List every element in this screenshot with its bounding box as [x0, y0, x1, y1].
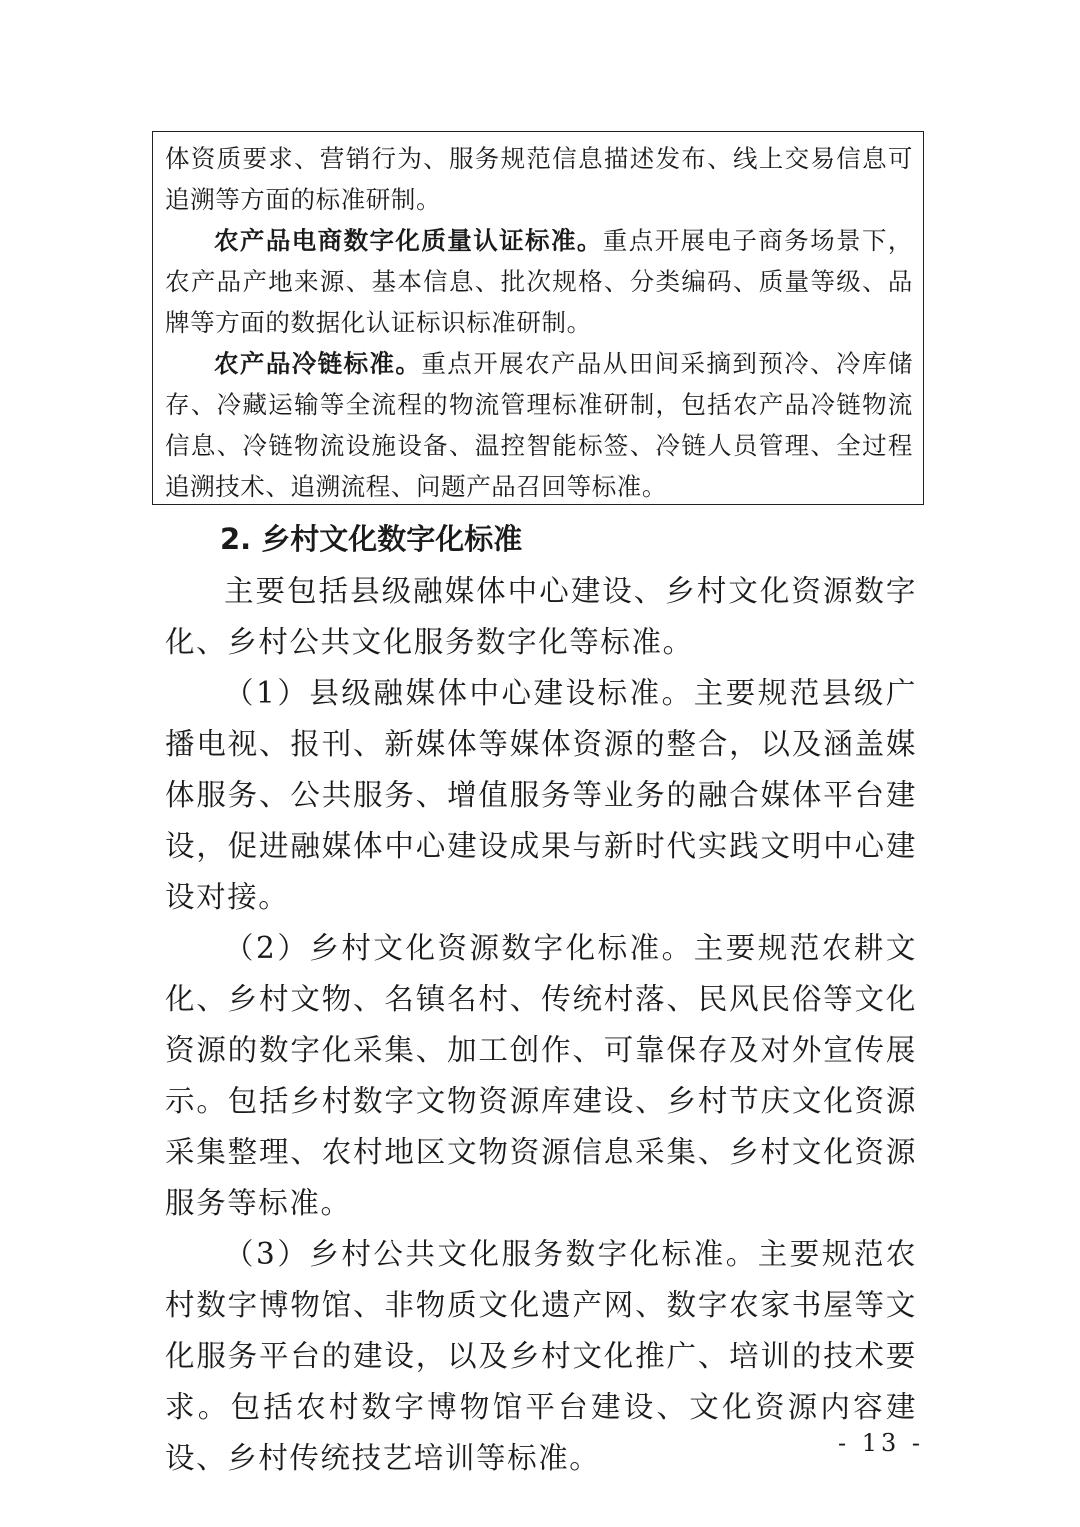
boxed-text-block — [152, 131, 924, 505]
body-paragraph-3: （2）乡村文化资源数字化标准。主要规范农耕文化、乡村文物、名镇名村、传统村落、民风民俗等文化资源的数字化采集、加工创作、可靠保存及对外宣传展示。包括乡村数字文物资源库建设、乡村节庆文化资源采集整理、农村地区文物资源信息采集、乡村文化资源服务等标准。 — [165, 931, 917, 1220]
box-paragraph-3-title: 农产品冷链标准。 — [214, 349, 422, 378]
body-paragraph-1: 主要包括县级融媒体中心建设、乡村文化资源数字化、乡村公共文化服务数字化等标准。 — [165, 574, 917, 659]
box-paragraph-2 — [165, 220, 913, 343]
box-paragraph-2-body: 重点开展电子商务场景下，农产品产地来源、基本信息、批次规格、分类编码、质量等级、品牌等方面的数据化认证标识标准研制。 — [165, 226, 914, 337]
section-heading: 2. 乡村文化数字化标准 — [220, 522, 523, 556]
section-body — [165, 566, 917, 1484]
body-paragraph-4: （3）乡村公共文化服务数字化标准。主要规范农村数字博物馆、非物质文化遗产网、数字农家书屋等文化服务平台的建设，以及乡村文化推广、培训的技术要求。包括农村数字博物馆平台建设、文化资源内容建设、乡村传统技艺培训等标准。 — [165, 1237, 917, 1475]
box-paragraph-3-body: 重点开展农产品从田间采摘到预冷、冷库储存、冷藏运输等全流程的物流管理标准研制，包括农产品冷链物流信息、冷链物流设施设备、温控智能标签、冷链人员管理、全过程追溯技术、追溯流程、问题产品召回等标准。 — [165, 349, 913, 501]
box-paragraph-3 — [165, 343, 913, 507]
box-paragraph-1: 体资质要求、营销行为、服务规范信息描述发布、线上交易信息可追溯等方面的标准研制。 — [165, 144, 913, 214]
page-number: - 13 - — [838, 1429, 925, 1457]
box-paragraph-2-title: 农产品电商数字化质量认证标准。 — [214, 226, 603, 255]
body-paragraph-2: （1）县级融媒体中心建设标准。主要规范县级广播电视、报刊、新媒体等媒体资源的整合，以及涵盖媒体服务、公共服务、增值服务等业务的融合媒体平台建设，促进融媒体中心建设成果与新时代实践文明中心建设对接。 — [165, 676, 917, 914]
